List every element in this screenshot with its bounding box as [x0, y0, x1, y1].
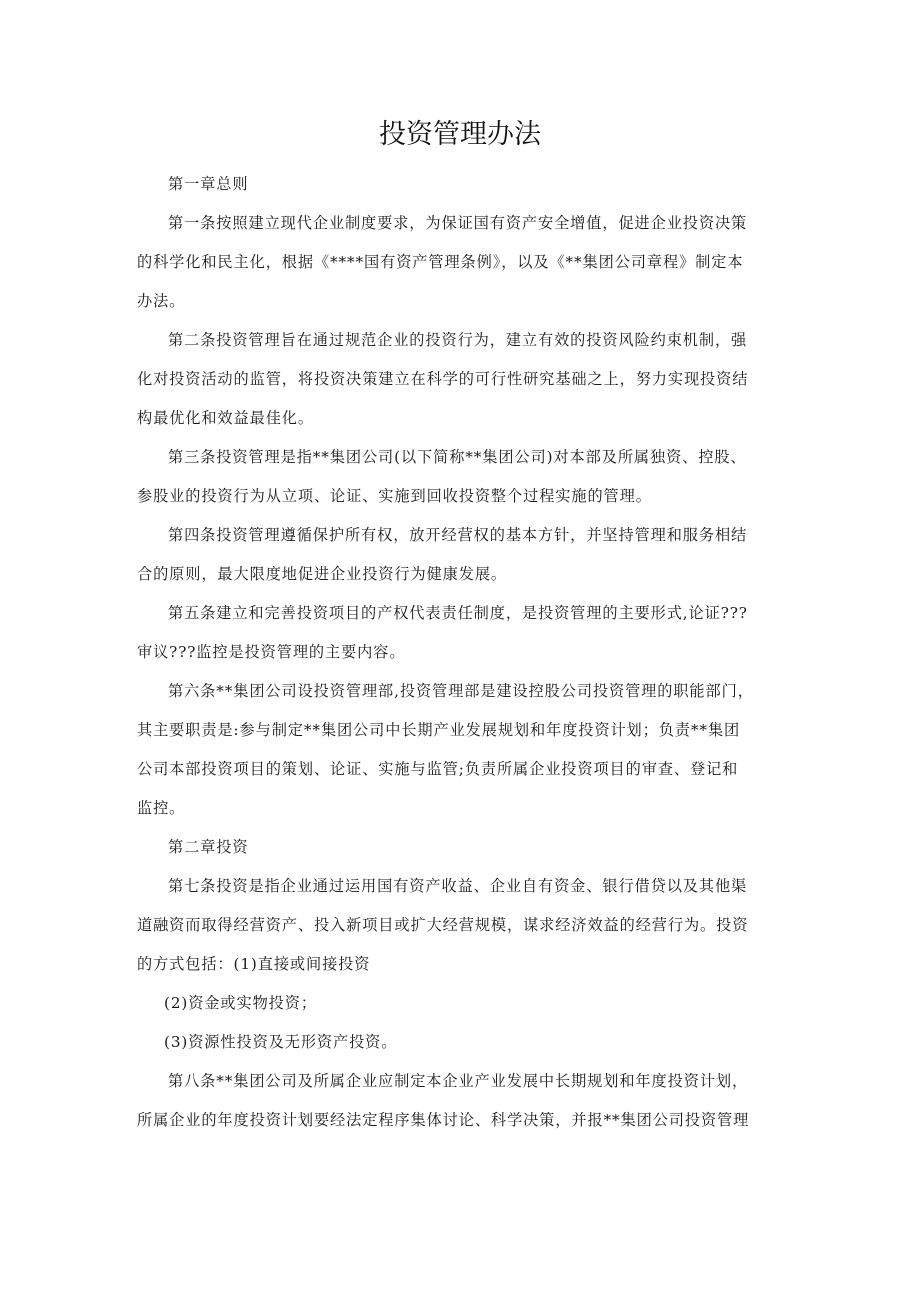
text-line: 的方式包括：(1)直接或间接投资	[137, 955, 371, 973]
document-title: 投资管理办法	[379, 119, 541, 150]
chapter-heading: 第二章投资	[168, 838, 249, 856]
text-line: 合的原则，最大限度地促进企业投资行为健康发展。	[137, 565, 508, 583]
text-line: 公司本部投资项目的策划、论证、实施与监管;负责所属企业投资项目的审查、登记和	[137, 760, 739, 778]
text-line: 审议???监控是投资管理的主要内容。	[137, 643, 406, 661]
text-line: 第六条**集团公司设投资管理部,投资管理部是建设控股公司投资管理的职能部门，	[168, 682, 754, 700]
text-line: 第三条投资管理是指**集团公司(以下简称**集团公司)对本部及所属独资、控股、	[168, 448, 747, 466]
text-line: 参股业的投资行为从立项、论证、实施到回收投资整个过程实施的管理。	[137, 487, 652, 505]
text-line: 第二条投资管理旨在通过规范企业的投资行为，建立有效的投资风险约束机制，强	[168, 331, 748, 349]
text-line: 道融资而取得经营资产、投入新项目或扩大经营规模，谋求经济效益的经营行为。投资	[137, 916, 749, 934]
chapter-heading: 第一章总则	[168, 175, 249, 193]
text-line: 第七条投资是指企业通过运用国有资产收益、企业自有资金、银行借贷以及其他渠	[168, 877, 748, 895]
text-line: 第五条建立和完善投资项目的产权代表责任制度，是投资管理的主要形式,论证???	[168, 604, 748, 622]
text-line: 监控。	[137, 799, 186, 817]
document-body	[137, 171, 787, 1146]
text-line: 第四条投资管理遵循保护所有权，放开经营权的基本方针，并坚持管理和服务相结	[168, 526, 748, 544]
text-line: 第一条按照建立现代企业制度要求，为保证国有资产安全增值，促进企业投资决策	[168, 214, 748, 232]
list-item: (3)资源性投资及无形资产投资。	[164, 1033, 398, 1051]
list-item: (2)资金或实物投资；	[164, 994, 317, 1012]
text-line: 的科学化和民主化，根据《****国有资产管理条例》，以及《**集团公司章程》制定本	[137, 253, 744, 271]
text-line: 构最优化和效益最佳化。	[137, 409, 314, 427]
text-line: 其主要职责是:参与制定**集团公司中长期产业发展规划和年度投资计划；负责**集团	[137, 721, 741, 739]
text-line: 第八条**集团公司及所属企业应制定本企业产业发展中长期规划和年度投资计划，	[168, 1072, 749, 1090]
text-line: 所属企业的年度投资计划要经法定程序集体讨论、科学决策，并报**集团公司投资管理	[137, 1111, 750, 1129]
text-line: 化对投资活动的监管，将投资决策建立在科学的可行性研究基础之上，努力实现投资结	[137, 370, 749, 388]
text-line: 办法。	[137, 292, 186, 310]
